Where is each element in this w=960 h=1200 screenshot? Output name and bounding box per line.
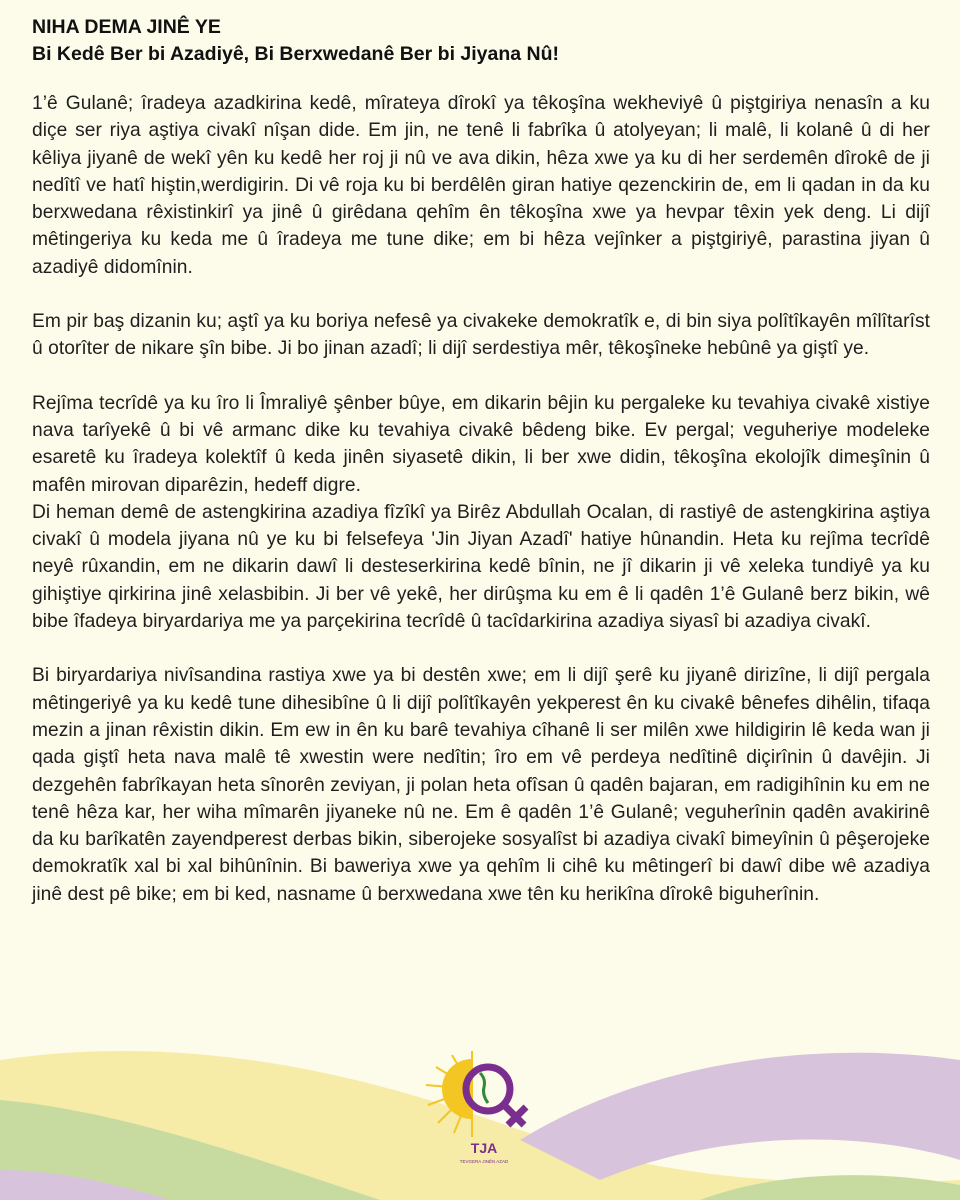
tja-logo — [420, 1045, 535, 1170]
document-subtitle: Bi Kedê Ber bi Azadiyê, Bi Berxwedanê Ber bi Jiyana Nû! — [32, 43, 560, 65]
document-body — [32, 14, 930, 908]
venus-symbol-icon — [466, 1067, 526, 1125]
paragraph-1: 1’ê Gulanê; îradeya azadkirina kedê, mîrateya dîrokî ya têkoşîna wekheviyê û piştgiriya nenasîn a ku diçe ser riya aştiya civakî nîşan dide. Em jin, ne tenê li fabrîka û atolyeyan; li malê, li kolanê û di her kêliya jiyanê de wekî yên ku kedê her roj ji nû ve ava dikin, hêza xwe ya ku di her serdemên dîrokê de ji nedîtî ve hatî hiştin,werdigirin. Di vê roja ku bi berdêlên giran hatiye qezenckirin de, em li qadan in da ku berxwedana rêxistinkirî ya jinê û girêdana qehîm ên têkoşîna xwe ya hevpar têxin yek deng. Li dijî mêtingeriya ku keda me û îradeya me tune dike; em bi hêza vejînker a piştgiriyê, parastina jiyan û azadiyê didomînin. — [32, 93, 930, 278]
wave-purple-right — [520, 1053, 960, 1180]
logo-text: TJA — [470, 1140, 498, 1156]
paragraph-2: Em pir baş dizanin ku; aştî ya ku boriya nefesê ya civakeke demokratîk e, di bin siya polîtîkayên mîlîtarîst û otorîter de nikare şîn bibe. Ji bo jinan azadî; li dijî serdestiya mêr, têkoşîneke hebûnê ya giştî ye. — [32, 311, 930, 360]
paragraph-5: Bi biryardariya nivîsandina rastiya xwe ya bi destên xwe; em li dijî şerê ku jiyanê dirizîne, li dijî pergala mêtingeriyê ya ku kedê tune dihesibîne û li dijî polîtîkayên yekperest ên ku civakê bênefes dihêlin, tifaqa mezin a jinan rêxistin dikin. Em ew in ên ku barê tevahiya cîhanê li ser milên xwe hildigirin lê keda wan ji qada giştî heta nava malê tê xwestin were nedîtin; îro em vê perdeya nedîtinê diçirînin û davêjin. Ji dezgehên fabrîkayan heta sînorên zeviyan, ji polan heta ofîsan û qadên bajaran, em radigihînin ku em ne tenê hêza kar, her wiha mîmarên jiyaneke nû ne. Em ê qadên 1’ê Gulanê; veguherînin qadên avakirinê da ku barîkatên zayendperest derbas bikin, siberojeke sosyalîst bi azadiya civakî bimeyînin û pêşerojeke demokratîk xal bi xal bihûnînin. Bi baweriya xwe ya qehîm li cihê ku mêtingerî bi dawî dibe wê azadiya jinê dest pê bike; em bi ked, nasname û berxwedana xwe tên ku herikîna dîrokê biguherînin. — [32, 665, 930, 905]
logo-subtext: TEVGERA JINÊN AZAD — [459, 1159, 509, 1164]
paragraph-3: Rejîma tecrîdê ya ku îro li Îmraliyê şênber bûye, em dikarin bêjin ku pergaleke ku tevahiya civakê xistiye nava tarîyekê û bi vê armanc dike ku tevahiya civakê bêdeng bike. Ev pergal; veguheriye modeleke esaretê ku îradeya kolektîf û keda jinên siyasetê dikin, li ber xwe didin, têkoşîna ekolojîk dimeşînin û mafên mirovan diparêzin, hedeff digre. — [32, 392, 930, 496]
document-title: NIHA DEMA JINÊ YE — [32, 16, 221, 38]
paragraph-4: Di heman demê de astengkirina azadiya fîzîkî ya Birêz Abdullah Ocalan, di rastiyê de astengkirina aştiya civakî û modela jiyana nû ye ku bi felsefeya 'Jin Jiyan Azadî' hatiye hûnandin. Heta ku rejîma tecrîdê neyê rûxandin, em ne dikarin dawî li desteserkirina kedê bînin, ne jî dikarin ji vê xeleka tundiyê ya ku gihiştiye qirkirina jinê xelasbibin. Ji ber vê yekê, her dirûşma ku em ê li qadên 1’ê Gulanê berz bikin, wê bibe îfadeya biryardariya me ya parçekirina tecrîdê û tacîdarkirina azadiya siyasî bi azadiya civakî. — [32, 501, 930, 633]
